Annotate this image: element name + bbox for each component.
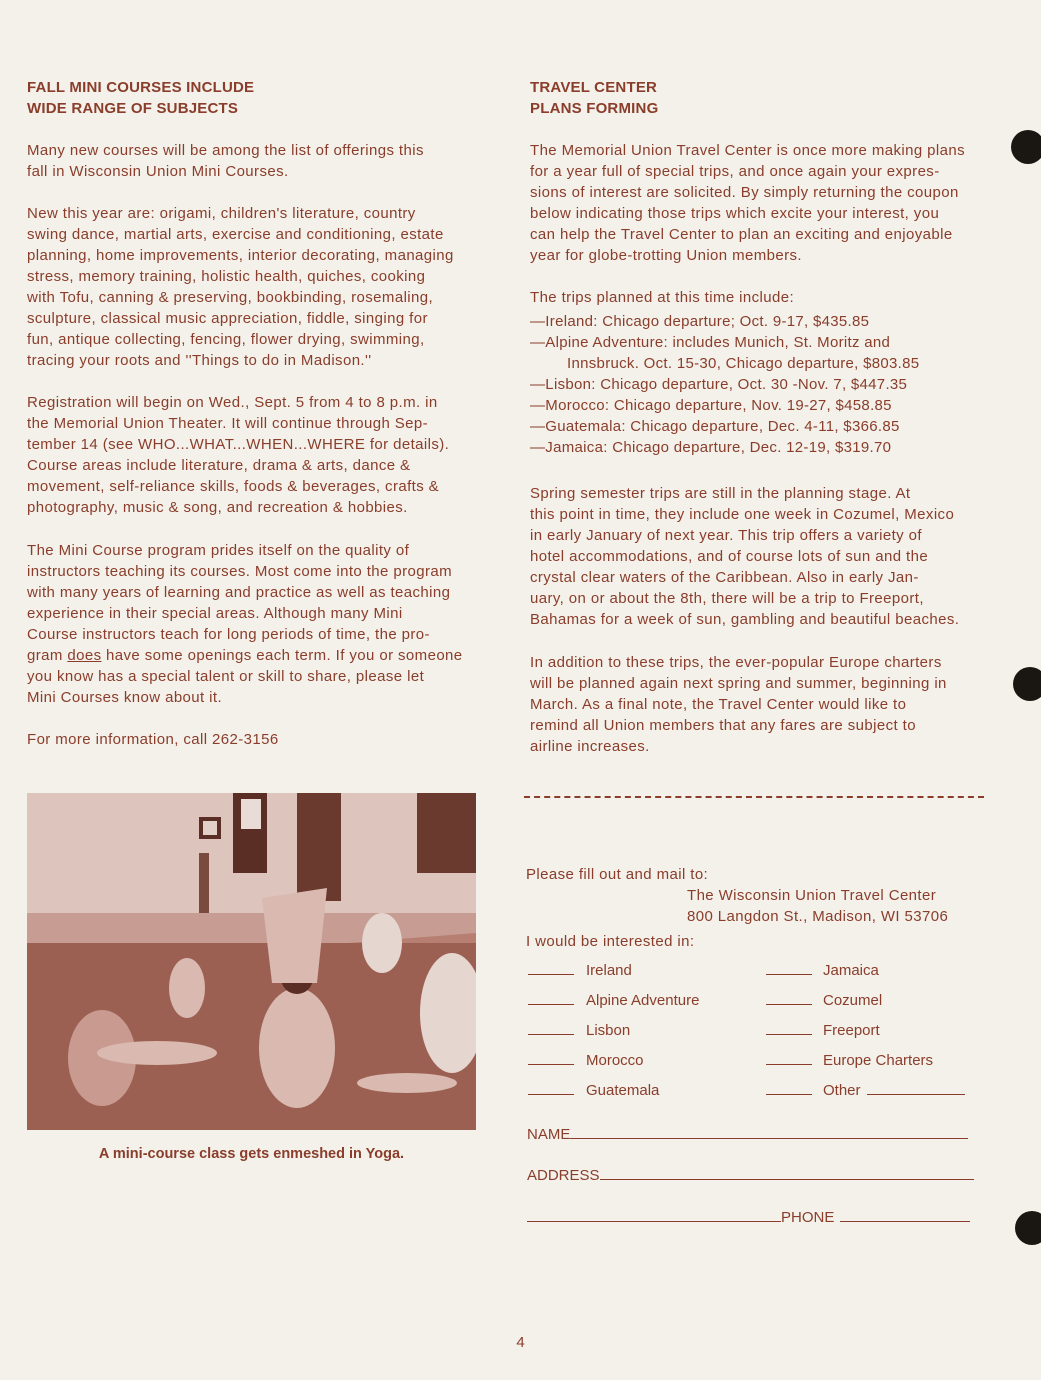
coupon-cut-line bbox=[524, 796, 984, 798]
checkbox-blank[interactable] bbox=[528, 1064, 574, 1065]
option-guatemala[interactable] bbox=[528, 1081, 659, 1101]
text-line: stress, memory training, holistic health, quiches, cooking bbox=[27, 268, 426, 285]
page-number: 4 bbox=[516, 1334, 525, 1351]
trip-item: —Lisbon: Chicago departure, Oct. 30 -Nov. 7, $447.35 bbox=[530, 376, 908, 393]
text-line: sculpture, classical music appreciation, fiddle, singing for bbox=[27, 310, 428, 327]
option-label: Jamaica bbox=[823, 962, 879, 979]
option-label: Cozumel bbox=[823, 992, 883, 1009]
option-label: Freeport bbox=[823, 1022, 880, 1039]
option-europe-charters[interactable] bbox=[766, 1051, 933, 1071]
text-line: movement, self-reliance skills, foods & beverages, crafts & bbox=[27, 478, 440, 495]
photo-caption: A mini-course class gets enmeshed in Yoga. bbox=[98, 1146, 405, 1162]
text-line: tember 14 (see WHO...WHAT...WHEN...WHERE for details). bbox=[27, 436, 450, 453]
address-label: ADDRESS bbox=[527, 1167, 600, 1184]
address-blank[interactable] bbox=[600, 1179, 974, 1180]
option-label: Morocco bbox=[586, 1052, 644, 1069]
right-paragraph-1 bbox=[530, 140, 1025, 266]
left-paragraph-1 bbox=[27, 140, 497, 182]
checkbox-blank[interactable] bbox=[528, 1004, 574, 1005]
left-paragraph-3 bbox=[27, 392, 497, 518]
text-line: the Memorial Union Theater. It will continue through Sep- bbox=[27, 415, 429, 432]
checkbox-blank[interactable] bbox=[766, 1064, 812, 1065]
trip-item: —Ireland: Chicago departure; Oct. 9-17, $435.85 bbox=[530, 313, 870, 330]
phone-label: PHONE bbox=[781, 1209, 835, 1226]
text-line: this point in time, they include one week in Cozumel, Mexico bbox=[530, 506, 955, 523]
right-paragraph-2 bbox=[530, 483, 1025, 630]
text-line: sions of interest are solicited. By simply returning the coupon bbox=[530, 184, 959, 201]
option-label: Other bbox=[823, 1082, 861, 1099]
text-line: tracing your roots and ''Things to do in Madison.'' bbox=[27, 352, 372, 369]
text-line: Mini Courses know about it. bbox=[27, 689, 223, 706]
checkbox-blank[interactable] bbox=[528, 1034, 574, 1035]
right-heading bbox=[530, 77, 1025, 119]
trip-item: —Morocco: Chicago departure, Nov. 19-27, $458.85 bbox=[530, 397, 892, 414]
coupon-address bbox=[687, 885, 948, 927]
text-line: Bahamas for a week of sun, gambling and beautiful beaches. bbox=[530, 611, 960, 628]
checkbox-blank[interactable] bbox=[528, 1094, 574, 1095]
text-line: in early January of next year. This trip offers a variety of bbox=[530, 527, 922, 544]
left-paragraph-2 bbox=[27, 203, 497, 371]
trip-item: —Guatemala: Chicago departure, Dec. 4-11, $366.85 bbox=[530, 418, 900, 435]
text-line: remind all Union members that any fares are subject to bbox=[530, 717, 916, 734]
address-continued-blank[interactable] bbox=[527, 1221, 781, 1222]
text-line: Registration will begin on Wed., Sept. 5 from 4 to 8 p.m. in bbox=[27, 394, 438, 411]
phone-blank[interactable] bbox=[840, 1221, 970, 1222]
option-morocco[interactable] bbox=[528, 1051, 644, 1071]
trip-item: —Jamaica: Chicago departure, Dec. 12-19, $319.70 bbox=[530, 439, 892, 456]
checkbox-blank[interactable] bbox=[766, 1004, 812, 1005]
right-heading-line: PLANS FORMING bbox=[530, 100, 659, 117]
left-heading-line: WIDE RANGE OF SUBJECTS bbox=[27, 100, 239, 117]
text-line: airline increases. bbox=[530, 738, 650, 755]
option-cozumel[interactable] bbox=[766, 991, 882, 1011]
left-contact-info: For more information, call 262-3156 bbox=[27, 731, 279, 748]
text-fragment: have some openings each term. If you or someone bbox=[101, 647, 463, 664]
right-heading-line: TRAVEL CENTER bbox=[530, 79, 658, 96]
text-line: with Tofu, canning & preserving, bookbinding, rosemaling, bbox=[27, 289, 434, 306]
text-line: New this year are: origami, children's literature, country bbox=[27, 205, 416, 222]
text-line: experience in their special areas. Although many Mini bbox=[27, 605, 403, 622]
checkbox-blank[interactable] bbox=[766, 1094, 812, 1095]
name-field[interactable] bbox=[527, 1125, 968, 1145]
text-line: The Mini Course program prides itself on the quality of bbox=[27, 542, 410, 559]
yoga-photo-illustration bbox=[27, 793, 476, 1130]
option-freeport[interactable] bbox=[766, 1021, 880, 1041]
option-label: Europe Charters bbox=[823, 1052, 934, 1069]
address-line: The Wisconsin Union Travel Center bbox=[687, 887, 937, 904]
text-line: Course instructors teach for long periods of time, the pro- bbox=[27, 626, 430, 643]
text-line: Course areas include literature, drama & arts, dance & bbox=[27, 457, 411, 474]
option-alpine-adventure[interactable] bbox=[528, 991, 699, 1011]
left-paragraph-4 bbox=[27, 540, 497, 708]
binder-hole-icon bbox=[1011, 130, 1041, 164]
interest-label: I would be interested in: bbox=[526, 933, 695, 950]
text-line: can help the Travel Center to plan an exciting and enjoyable bbox=[530, 226, 953, 243]
option-ireland[interactable] bbox=[528, 961, 632, 981]
text-line: Many new courses will be among the list of offerings this bbox=[27, 142, 424, 159]
text-fragment: gram bbox=[27, 647, 68, 664]
name-blank[interactable] bbox=[570, 1138, 968, 1139]
text-line: for a year full of special trips, and once again your expres- bbox=[530, 163, 940, 180]
checkbox-blank[interactable] bbox=[766, 974, 812, 975]
text-line: The Memorial Union Travel Center is once more making plans bbox=[530, 142, 966, 159]
address-field[interactable] bbox=[527, 1166, 974, 1186]
binder-hole-icon bbox=[1015, 1211, 1041, 1245]
text-line: below indicating those trips which excite your interest, you bbox=[530, 205, 940, 222]
option-label: Ireland bbox=[586, 962, 632, 979]
text-line: March. As a final note, the Travel Center would like to bbox=[530, 696, 907, 713]
trip-item: —Alpine Adventure: includes Munich, St. Moritz and bbox=[530, 334, 891, 351]
left-heading-line: FALL MINI COURSES INCLUDE bbox=[27, 79, 255, 96]
text-line: In addition to these trips, the ever-popular Europe charters bbox=[530, 654, 942, 671]
text-line: uary, on or about the 8th, there will be a trip to Freeport, bbox=[530, 590, 924, 607]
phone-field[interactable] bbox=[527, 1208, 970, 1228]
underlined-word: does bbox=[67, 647, 102, 664]
text-line: swing dance, martial arts, exercise and conditioning, estate bbox=[27, 226, 444, 243]
trips-intro: The trips planned at this time include: bbox=[530, 289, 795, 306]
text-line: fall in Wisconsin Union Mini Courses. bbox=[27, 163, 289, 180]
text-line: photography, music & song, and recreation & hobbies. bbox=[27, 499, 408, 516]
option-label: Alpine Adventure bbox=[586, 992, 700, 1009]
trips-list bbox=[530, 311, 1025, 458]
yoga-class-photo bbox=[27, 793, 476, 1130]
option-lisbon[interactable] bbox=[528, 1021, 630, 1041]
option-label: Guatemala bbox=[586, 1082, 660, 1099]
option-label: Lisbon bbox=[586, 1022, 631, 1039]
trip-item-continued: Innsbruck. Oct. 15-30, Chicago departure, $803.85 bbox=[567, 355, 920, 372]
text-line: Spring semester trips are still in the planning stage. At bbox=[530, 485, 911, 502]
text-line: year for globe-trotting Union members. bbox=[530, 247, 802, 264]
text-line: will be planned again next spring and summer, beginning in bbox=[530, 675, 947, 692]
text-line bbox=[27, 645, 497, 666]
name-label: NAME bbox=[527, 1126, 571, 1143]
text-line: you know has a special talent or skill to share, please let bbox=[27, 668, 425, 685]
other-specify-blank[interactable] bbox=[867, 1094, 965, 1095]
address-line: 800 Langdon St., Madison, WI 53706 bbox=[687, 908, 949, 925]
option-jamaica[interactable] bbox=[766, 961, 879, 981]
text-line: instructors teaching its courses. Most come into the program bbox=[27, 563, 453, 580]
text-line: hotel accommodations, and of course lots of sun and the bbox=[530, 548, 929, 565]
checkbox-blank[interactable] bbox=[766, 1034, 812, 1035]
coupon-instruction: Please fill out and mail to: bbox=[526, 866, 709, 883]
binder-hole-icon bbox=[1013, 667, 1041, 701]
left-heading bbox=[27, 77, 497, 119]
checkbox-blank[interactable] bbox=[528, 974, 574, 975]
right-paragraph-3 bbox=[530, 652, 1025, 757]
text-line: planning, home improvements, interior decorating, managing bbox=[27, 247, 454, 264]
text-line: with many years of learning and practice as well as teaching bbox=[27, 584, 451, 601]
option-other[interactable] bbox=[766, 1081, 965, 1101]
text-line: crystal clear waters of the Caribbean. Also in early Jan- bbox=[530, 569, 919, 586]
text-line: fun, antique collecting, fencing, flower drying, swimming, bbox=[27, 331, 425, 348]
